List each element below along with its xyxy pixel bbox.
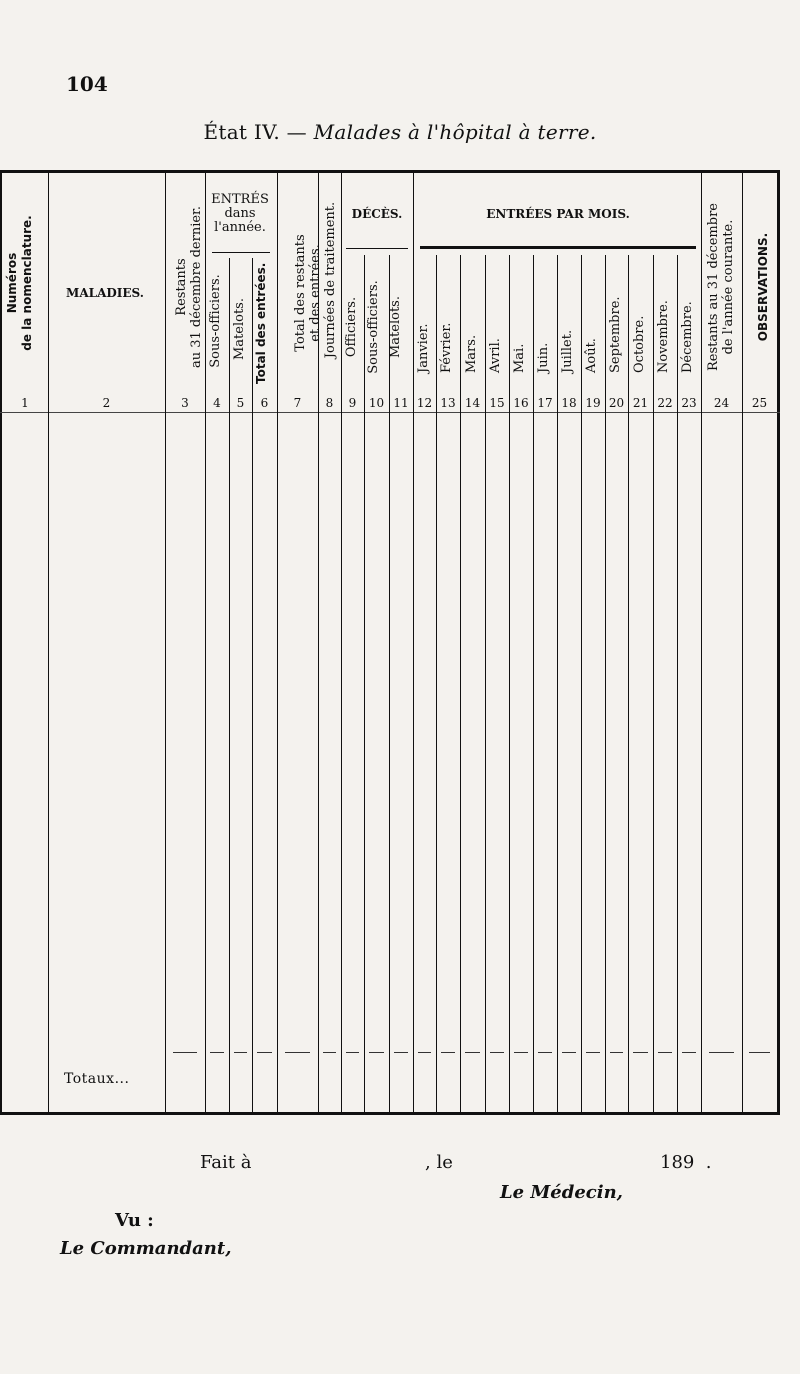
header-month: Décembre.: [680, 301, 695, 373]
header-col3: Restants au 31 décembre dernier.: [174, 206, 204, 368]
column-line: [460, 255, 461, 1114]
column-line: [653, 255, 654, 1114]
column-line: [677, 255, 678, 1114]
column-number: 2: [102, 396, 111, 410]
header-month: Mars.: [463, 334, 479, 373]
header-deces-group: DÉCÈS.: [351, 207, 403, 221]
column-line: [165, 172, 166, 1114]
title-italic: Malades à l'hôpital à terre.: [313, 120, 597, 144]
column-number: 22: [657, 396, 673, 410]
column-line: [341, 172, 342, 1114]
table-left-border: [0, 170, 2, 1115]
header-col1: Numéros de la nomenclature.: [5, 215, 34, 351]
totals-dash: [658, 1052, 672, 1053]
column-line: [701, 172, 702, 1114]
totals-dash: [285, 1052, 310, 1053]
column-line: [628, 255, 629, 1114]
header-col24: Restants au 31 décembre de l'année courante.: [706, 203, 736, 372]
column-line: [605, 255, 606, 1114]
column-number: 24: [713, 396, 730, 410]
totals-dash: [682, 1052, 696, 1053]
totals-dash: [586, 1052, 600, 1053]
totals-label: Totaux...: [64, 1071, 130, 1087]
column-line: [485, 255, 486, 1114]
totals-dash: [538, 1052, 552, 1053]
entres-brace: [212, 252, 270, 253]
column-number: 16: [513, 396, 529, 410]
header-month: Janvier.: [415, 323, 431, 373]
column-number: 4: [213, 396, 221, 410]
column-line: [252, 258, 253, 1114]
column-line: [557, 255, 558, 1114]
totals-dash: [234, 1052, 248, 1053]
column-line: [364, 255, 365, 1114]
header-mois-group: ENTRÉES PAR MOIS.: [486, 207, 630, 221]
totals-dash: [323, 1052, 337, 1053]
totals-dash: [257, 1052, 272, 1053]
header-col4: Sous-officiers.: [208, 274, 223, 368]
mois-brace: [420, 246, 696, 249]
column-line: [533, 255, 534, 1114]
column-number: 13: [440, 396, 456, 410]
column-line: [389, 255, 390, 1114]
totals-dash: [490, 1052, 504, 1053]
header-month: Septembre.: [607, 296, 623, 373]
column-number: 10: [368, 396, 385, 410]
header-month: Février.: [439, 322, 454, 373]
column-number: 8: [325, 396, 334, 410]
totals-dash: [394, 1052, 408, 1053]
totals-dash: [709, 1052, 734, 1053]
header-month: Octobre.: [631, 315, 647, 373]
footer-commandant: Le Commandant,: [60, 1238, 232, 1259]
header-month: Avril.: [488, 338, 503, 373]
header-month: Mai.: [512, 343, 527, 373]
header-month: Juillet.: [560, 329, 575, 373]
totals-dash: [418, 1052, 432, 1053]
column-number: 23: [681, 396, 697, 410]
column-number: 5: [236, 396, 245, 410]
column-line: [229, 258, 230, 1114]
table-right-border: [777, 170, 780, 1115]
column-line: [48, 172, 49, 1114]
column-number: 17: [537, 396, 553, 410]
header-entres-group: ENTRÉS dans l'année.: [211, 192, 269, 235]
title-prefix: État IV. —: [203, 120, 314, 144]
totals-dash: [749, 1052, 770, 1053]
column-line: [581, 255, 582, 1114]
column-line: [436, 255, 437, 1114]
column-line: [742, 172, 743, 1114]
deces-brace: [346, 248, 408, 249]
totals-dash: [610, 1052, 624, 1053]
header-month: Juin.: [536, 342, 551, 373]
column-number: 19: [585, 396, 601, 410]
header-month: Août.: [584, 338, 599, 373]
footer-fait-a: Fait à: [200, 1152, 252, 1173]
header-col7: Total des restants et des entrées.: [293, 234, 323, 352]
column-number: 9: [348, 396, 357, 410]
column-line: [413, 172, 414, 1114]
column-number: 21: [632, 396, 649, 410]
totals-dash: [465, 1052, 480, 1053]
table-top-border: [0, 170, 780, 173]
column-number: 15: [489, 396, 505, 410]
header-col9: Officiers.: [344, 296, 359, 358]
totals-dash: [346, 1052, 360, 1053]
footer-medecin: Le Médecin,: [500, 1182, 623, 1203]
totals-dash: [514, 1052, 528, 1053]
header-separator: [0, 412, 780, 413]
column-number: 20: [608, 396, 625, 410]
header-col5: Matelots.: [232, 298, 247, 360]
footer-year: 189 .: [660, 1152, 712, 1173]
table-bottom-border: [0, 1112, 780, 1115]
column-number: 25: [751, 396, 768, 410]
header-month: Novembre.: [656, 300, 671, 373]
column-number: 11: [393, 396, 409, 410]
page-number: 104: [66, 72, 108, 96]
totals-dash: [441, 1052, 455, 1053]
column-number: 6: [260, 396, 269, 410]
header-col2: MALADIES.: [66, 286, 144, 300]
footer-le: , le: [425, 1152, 453, 1173]
column-number: 18: [561, 396, 577, 410]
column-line: [277, 172, 278, 1114]
totals-dash: [210, 1052, 224, 1053]
header-col11: Matelots.: [388, 296, 403, 358]
footer-vu: Vu :: [115, 1210, 154, 1231]
column-number: 1: [21, 396, 29, 410]
page-title: [0, 120, 800, 144]
totals-dash: [562, 1052, 576, 1053]
totals-dash: [173, 1052, 197, 1053]
column-number: 12: [416, 396, 433, 410]
column-line: [509, 255, 510, 1114]
header-col8: Journées de traitement.: [323, 201, 338, 359]
header-col6: Total des entrées.: [254, 262, 268, 384]
totals-dash: [369, 1052, 384, 1053]
column-number: 3: [181, 396, 189, 410]
header-col25: OBSERVATIONS.: [756, 232, 770, 342]
totals-dash: [633, 1052, 648, 1053]
header-col10: Sous-officiers.: [366, 280, 381, 374]
column-number: 7: [293, 396, 302, 410]
column-number: 14: [464, 396, 481, 410]
